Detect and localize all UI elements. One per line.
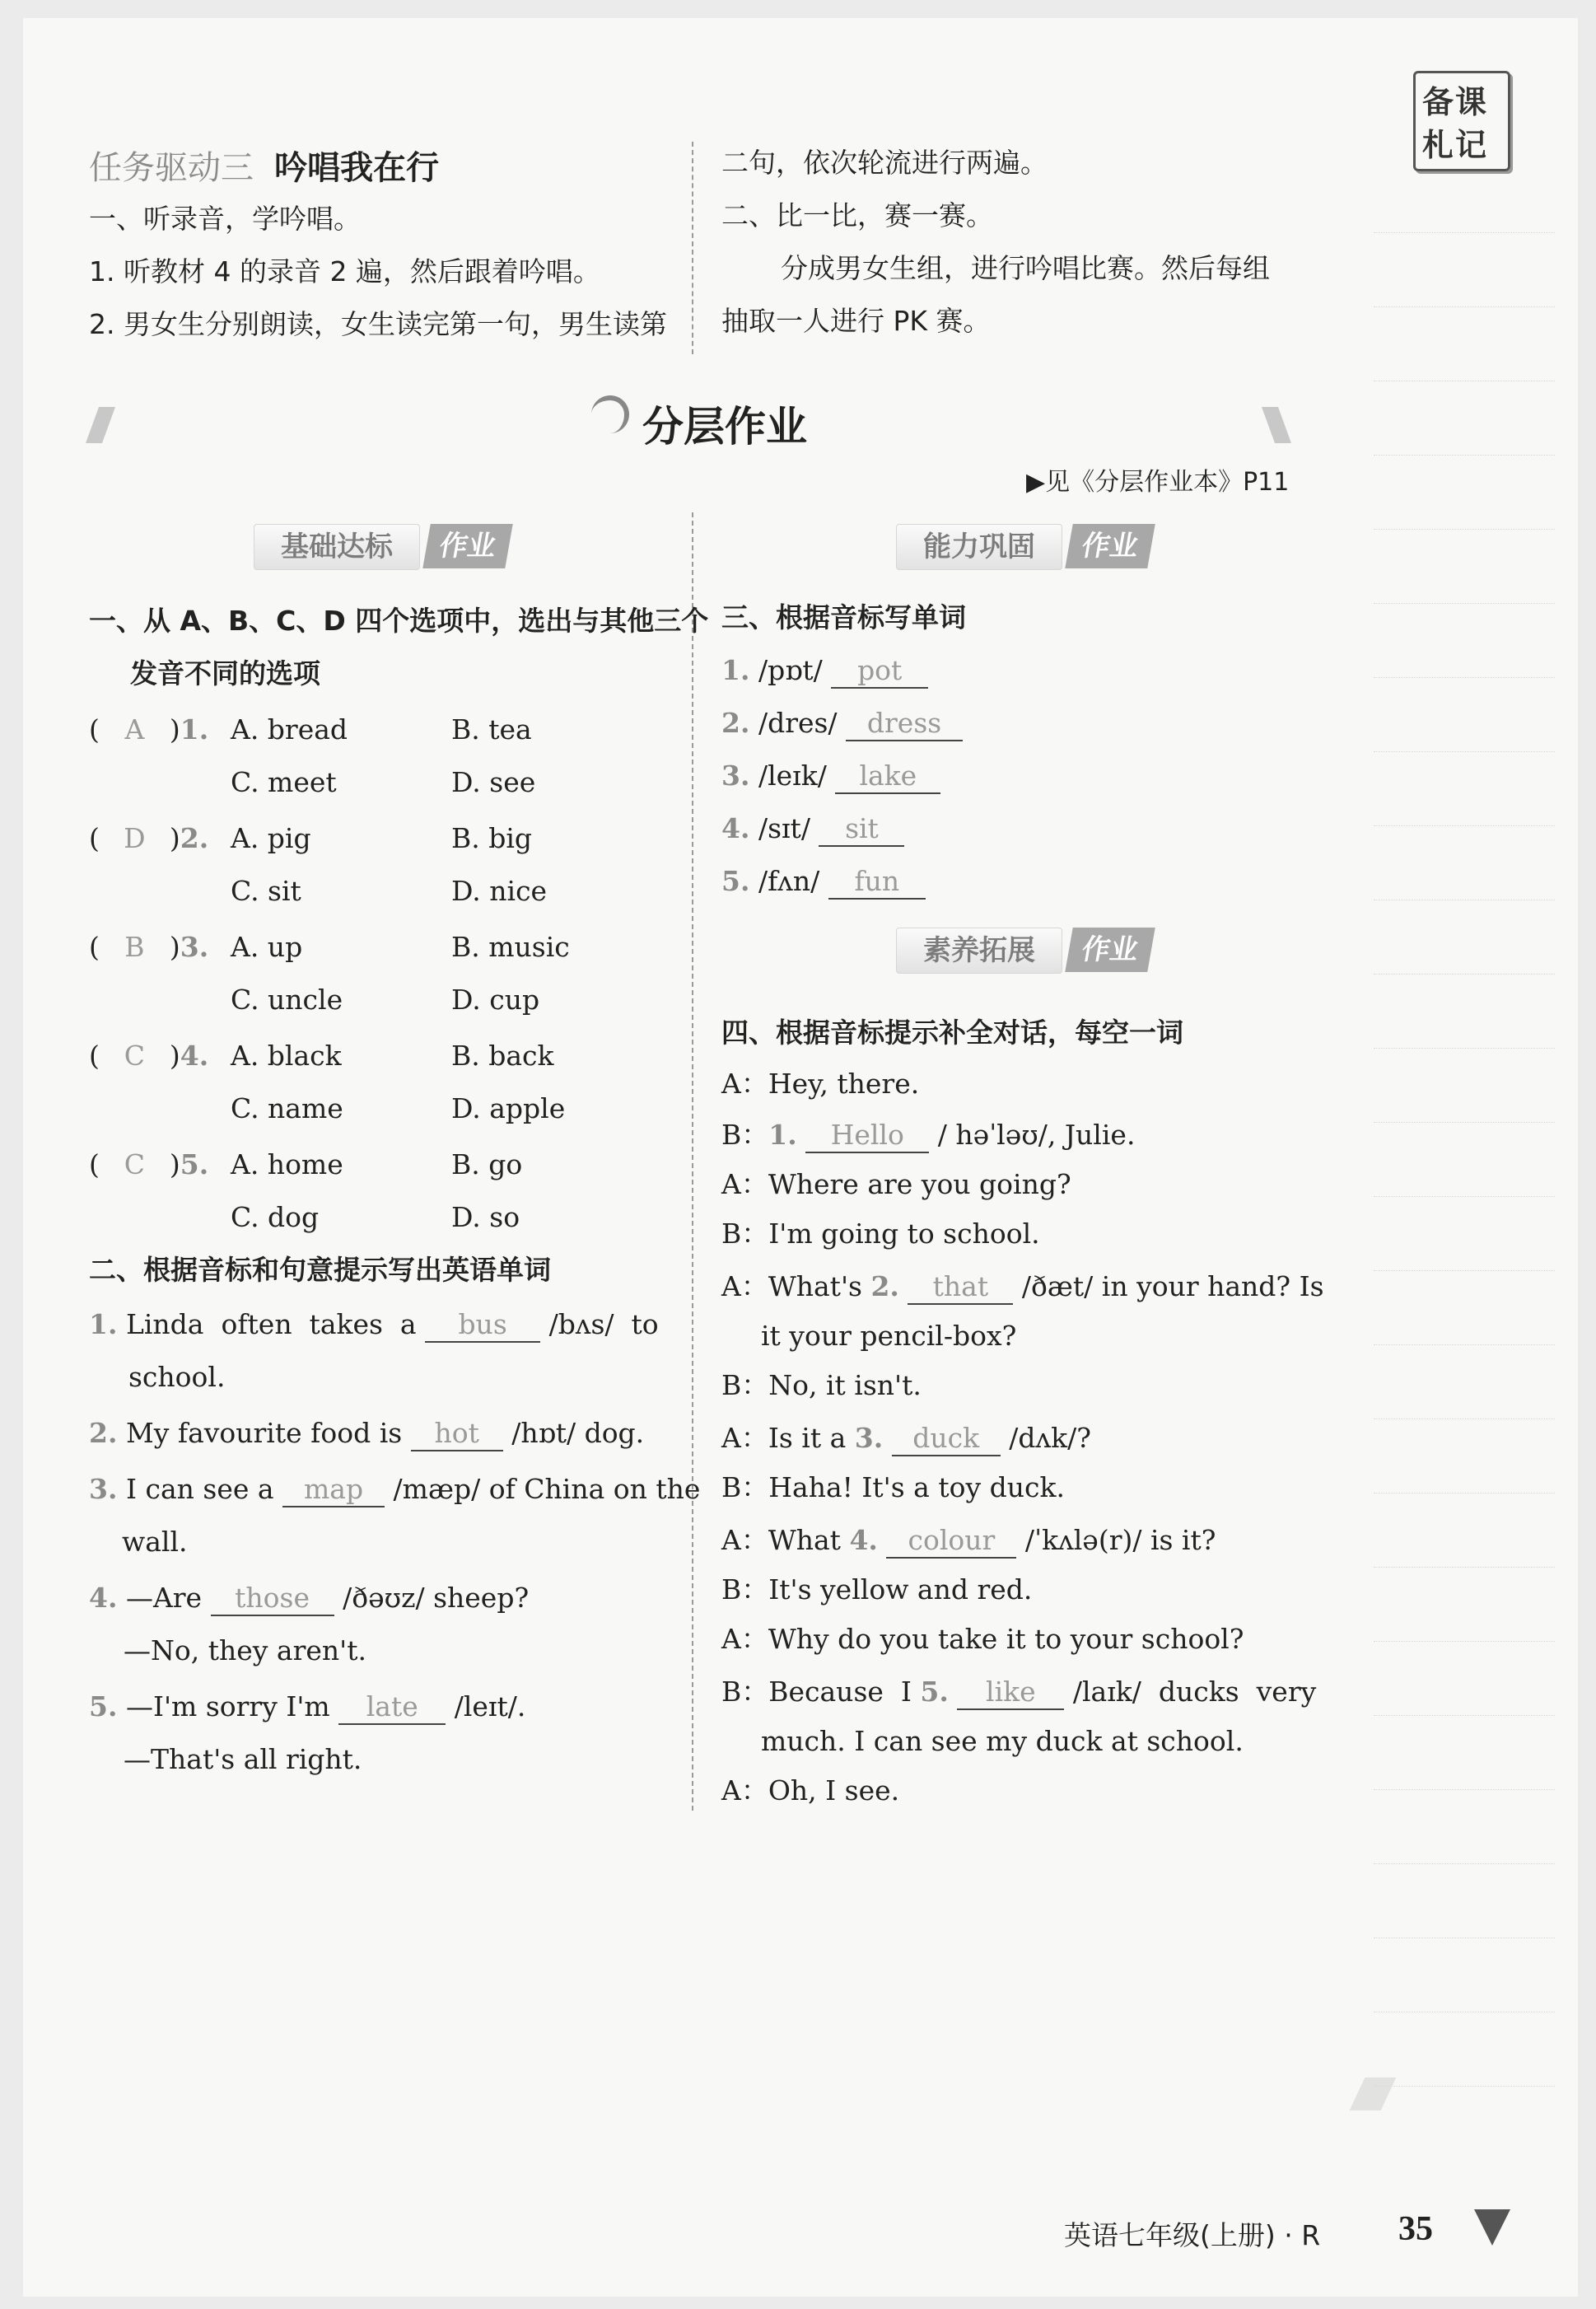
part2-q5-cont: —That's all right. — [124, 1743, 362, 1775]
answer-choice: C — [124, 1040, 145, 1072]
answer-blank: late — [338, 1690, 446, 1725]
q-text: My favourite food is — [125, 1417, 403, 1449]
task-heading — [89, 142, 439, 189]
task-line-3: 2. 男女生分别朗读，女生读完第一句，男生读第 — [89, 308, 667, 340]
badge-basic-tag: 作业 — [422, 524, 513, 568]
dialog-line-12 — [721, 1676, 1316, 1710]
part1-heading-2: 发音不同的选项 — [130, 657, 320, 689]
item-number: 4. — [180, 1040, 209, 1072]
column-divider-top — [692, 142, 693, 354]
item-number: 3. — [854, 1422, 884, 1454]
item-number: 3. — [180, 931, 209, 963]
answer-blank: those — [211, 1582, 334, 1616]
section-rule-right — [1262, 407, 1291, 443]
q-text: /hɒt/ dog. — [511, 1417, 645, 1449]
option-b: B. go — [451, 1148, 523, 1180]
part2-q4 — [89, 1582, 529, 1616]
dialog-text: A：Is it a — [721, 1422, 847, 1454]
reference-text: 见《分层作业本》P11 — [1045, 468, 1290, 497]
workbook-page: 备课 札记 任务驱动三 吟唱我在行 一、听录音，学吟唱。 1. 听教材 4 的录音 2 遍，然后跟着吟唱。 2. 男女生分别朗读，女生读完第一句，男生读第 二句，依次轮流进行两遍。 二、比一比，赛一赛。 分成男女生组，进行吟唱比赛。然后每组 抽取一人进行 PK 赛。 分层作业 ▶见《分层作业本》P11 基础达标 作业 能力巩固 作业 素养拓展 作业 一、从 A、B、C、D 四个选项中，选出与其他三个 发音不同的选项 ( A )1. A. bread B. tea C. meet D. see ( D )2. A. pig B. big C. sit D. nice ( B )3. A. up B. music C. uncle D. cup ( C )4. A. black B. back C. name D. apple ( C )5. A. home B. go C. dog D. so 二、根据音标和句意提示写出英语单词 1. Linda often takes a bus /bʌs/ to school. 2. My favourite food is hot /hɒt/ dog. 3. I can see a map /mæp/ of China on the wall. 4. —Are those /ðəʊz/ sheep? —No, they aren't. 5. —I'm sorry I'm late /leɪt/. —That's all right. 三、根据音标写单词 1. /pɒt/ pot 2. /dres/ dress 3. /leɪk/ lake 4. /sɪt/ sit 5. /fʌn/ fun 四、根据音标提示补全对话，每空一词 A：Hey, there. B：1. Hello / həˈləʊ/, Julie. A：Where are you going? B：I'm going to school. A：What's 2. that /ðæt/ in your hand? Is it your pencil-box? B：No, it isn't. A：Is it a 3. duck /dʌk/? B：Haha! It's a toy duck. A：What 4. colour /ˈkʌlə(r)/ is it? B：It's yellow and red. A：Why do you take it to your school? B：Because I 5. like /laɪk/ ducks very much. I can see my duck at school. A：Oh, I see. 英语七年级(上册) · R 35 — [23, 18, 1578, 2297]
q-text: —Are — [125, 1582, 203, 1614]
stamp-line-1: 备课 — [1422, 84, 1489, 120]
item-number: 4. — [849, 1524, 878, 1556]
option-b: B. big — [451, 822, 533, 854]
option-d: D. apple — [451, 1092, 566, 1124]
corner-arrow-icon — [1474, 2209, 1510, 2246]
lesson-notes-stamp — [1413, 71, 1510, 171]
column-divider-main — [692, 512, 693, 1811]
page-number: 35 — [1398, 2210, 1433, 2248]
item-number: 5. — [89, 1690, 118, 1722]
dialog-line-10: B：It's yellow and red. — [721, 1573, 1033, 1606]
phonetic: /sɪt/ — [758, 812, 810, 844]
answer-blank: map — [282, 1473, 385, 1507]
option-c: C. name — [231, 1092, 343, 1124]
option-c: C. dog — [231, 1201, 320, 1233]
option-a: A. up — [231, 931, 303, 963]
phonetic: /fʌn/ — [758, 865, 820, 897]
part4-heading: 四、根据音标提示补全对话，每空一词 — [721, 1017, 1183, 1049]
dialog-line-9 — [721, 1524, 1216, 1559]
task-right-line-2: 二、比一比，赛一赛。 — [721, 199, 993, 231]
dialog-line-7 — [721, 1422, 1091, 1456]
dialog-text: / həˈləʊ/, Julie. — [937, 1119, 1136, 1151]
item-number: 5. — [180, 1148, 209, 1180]
option-a: A. bread — [231, 713, 348, 746]
answer-blank: dress — [846, 707, 963, 741]
option-a: A. pig — [231, 822, 311, 854]
option-b: B. tea — [451, 713, 532, 746]
part2-q1 — [89, 1308, 659, 1343]
task-title: 吟唱我在行 — [274, 149, 440, 187]
dialog-line-6: B：No, it isn't. — [721, 1369, 922, 1401]
q-text: I can see a — [125, 1473, 274, 1505]
dialog-text: A：What — [721, 1524, 841, 1556]
dialog-line-12-cont: much. I can see my duck at school. — [761, 1725, 1244, 1757]
answer-blank: sit — [819, 812, 904, 847]
item-number: 1. — [89, 1308, 118, 1340]
dialog-line-5 — [721, 1270, 1324, 1305]
part2-q3 — [89, 1473, 700, 1507]
item-number: 3. — [89, 1473, 118, 1505]
phonetic: /dres/ — [758, 707, 838, 739]
footer-book-title: 英语七年级(上册) · R — [1064, 2219, 1321, 2251]
option-a: A. black — [231, 1040, 342, 1072]
part2-q3-cont: wall. — [122, 1526, 188, 1558]
phonetic: /pɒt/ — [758, 654, 823, 686]
reference-note — [1026, 461, 1289, 498]
dialog-text: /ðæt/ in your hand? Is — [1021, 1270, 1324, 1302]
answer-blank: like — [957, 1676, 1064, 1710]
dialog-line-4: B：I'm going to school. — [721, 1218, 1040, 1250]
section-title: 分层作业 — [642, 403, 807, 451]
dialog-line-3: A：Where are you going? — [721, 1168, 1071, 1200]
item-number: 3. — [721, 760, 750, 792]
stamp-line-2: 札记 — [1422, 127, 1489, 163]
answer-choice: C — [124, 1148, 145, 1180]
badge-extend-label: 素养拓展 — [896, 928, 1062, 974]
decorative-corner — [1350, 2078, 1397, 2110]
task-label: 任务驱动三 — [89, 149, 254, 187]
part3-item-2 — [721, 707, 963, 741]
q-text: /ðəʊz/ sheep? — [343, 1582, 530, 1614]
answer-blank: fun — [828, 865, 926, 900]
dialog-text: /dʌk/? — [1009, 1422, 1091, 1454]
badge-ability — [896, 524, 1176, 568]
speaker: B： — [721, 1119, 769, 1151]
task-line-1: 一、听录音，学吟唱。 — [89, 203, 361, 235]
part3-item-1 — [721, 654, 928, 689]
item-number: 2. — [180, 822, 209, 854]
item-number: 2. — [870, 1270, 899, 1302]
dialog-line-5-cont: it your pencil-box? — [761, 1320, 1017, 1352]
dialog-line-2 — [721, 1119, 1135, 1153]
badge-basic-label: 基础达标 — [254, 524, 420, 570]
option-c: C. uncle — [231, 984, 343, 1016]
item-number: 2. — [721, 707, 750, 739]
play-triangle-icon: ▶ — [1026, 468, 1046, 497]
part2-q1-cont: school. — [128, 1361, 226, 1393]
answer-blank: bus — [425, 1308, 540, 1343]
part2-heading: 二、根据音标和句意提示写出英语单词 — [89, 1254, 551, 1286]
item-number: 4. — [721, 812, 750, 844]
part3-item-3 — [721, 760, 940, 794]
answer-choice: D — [124, 822, 146, 854]
dialog-line-13: A：Oh, I see. — [721, 1774, 900, 1807]
answer-blank: pot — [831, 654, 928, 689]
q-text: /leɪt/. — [454, 1690, 526, 1722]
dialog-text: /laɪk/ ducks very — [1072, 1676, 1317, 1708]
q-text: /bʌs/ to — [548, 1308, 659, 1340]
q-text: —I'm sorry I'm — [125, 1690, 330, 1722]
dialog-line-11: A：Why do you take it to your school? — [721, 1623, 1244, 1655]
badge-extend — [896, 928, 1176, 972]
option-c: C. meet — [231, 766, 337, 798]
answer-choice: A — [124, 713, 145, 746]
task-right-line-4: 抽取一人进行 PK 赛。 — [721, 305, 991, 337]
item-number: 5. — [920, 1676, 949, 1708]
option-b: B. music — [451, 931, 570, 963]
dialog-text: A：What's — [721, 1270, 862, 1302]
option-d: D. nice — [451, 875, 548, 907]
phonetic: /leɪk/ — [758, 760, 827, 792]
answer-blank: lake — [835, 760, 940, 794]
section-swirl-icon — [591, 395, 629, 433]
task-line-2: 1. 听教材 4 的录音 2 遍，然后跟着吟唱。 — [89, 255, 600, 287]
q-text: /mæp/ of China on the — [393, 1473, 701, 1505]
badge-ability-label: 能力巩固 — [896, 524, 1062, 570]
dialog-text: B：Because I — [721, 1676, 912, 1708]
dialog-text: /ˈkʌlə(r)/ is it? — [1024, 1524, 1216, 1556]
dialog-line-1: A：Hey, there. — [721, 1068, 920, 1100]
part2-q2 — [89, 1417, 644, 1451]
answer-blank: Hello — [805, 1119, 929, 1153]
part3-item-4 — [721, 812, 904, 847]
dialog-line-8: B：Haha! It's a toy duck. — [721, 1471, 1065, 1503]
task-right-line-1: 二句，依次轮流进行两遍。 — [721, 147, 1048, 179]
item-number: 1. — [721, 654, 750, 686]
part3-heading: 三、根据音标写单词 — [721, 601, 966, 633]
task-right-line-3: 分成男女生组，进行吟唱比赛。然后每组 — [781, 252, 1270, 284]
item-number: 1. — [180, 713, 209, 746]
part2-q4-cont: —No, they aren't. — [124, 1634, 366, 1666]
badge-extend-tag: 作业 — [1065, 928, 1155, 972]
part1-heading-1: 一、从 A、B、C、D 四个选项中，选出与其他三个 — [89, 605, 709, 637]
item-number: 4. — [89, 1582, 118, 1614]
badge-basic — [254, 524, 534, 568]
option-d: D. cup — [451, 984, 540, 1016]
part3-item-5 — [721, 865, 926, 900]
q-text: Linda often takes a — [125, 1308, 417, 1340]
answer-choice: B — [124, 931, 145, 963]
option-b: B. back — [451, 1040, 554, 1072]
answer-blank: hot — [411, 1417, 503, 1451]
part2-q5 — [89, 1690, 525, 1725]
option-d: D. see — [451, 766, 536, 798]
answer-blank: that — [908, 1270, 1013, 1305]
option-d: D. so — [451, 1201, 520, 1233]
section-rule-left — [86, 407, 115, 443]
item-number: 1. — [768, 1119, 797, 1151]
item-number: 2. — [89, 1417, 118, 1449]
option-a: A. home — [231, 1148, 343, 1180]
item-number: 5. — [721, 865, 750, 897]
option-c: C. sit — [231, 875, 301, 907]
answer-blank: duck — [892, 1422, 1001, 1456]
answer-blank: colour — [886, 1524, 1016, 1559]
badge-ability-tag: 作业 — [1065, 524, 1155, 568]
